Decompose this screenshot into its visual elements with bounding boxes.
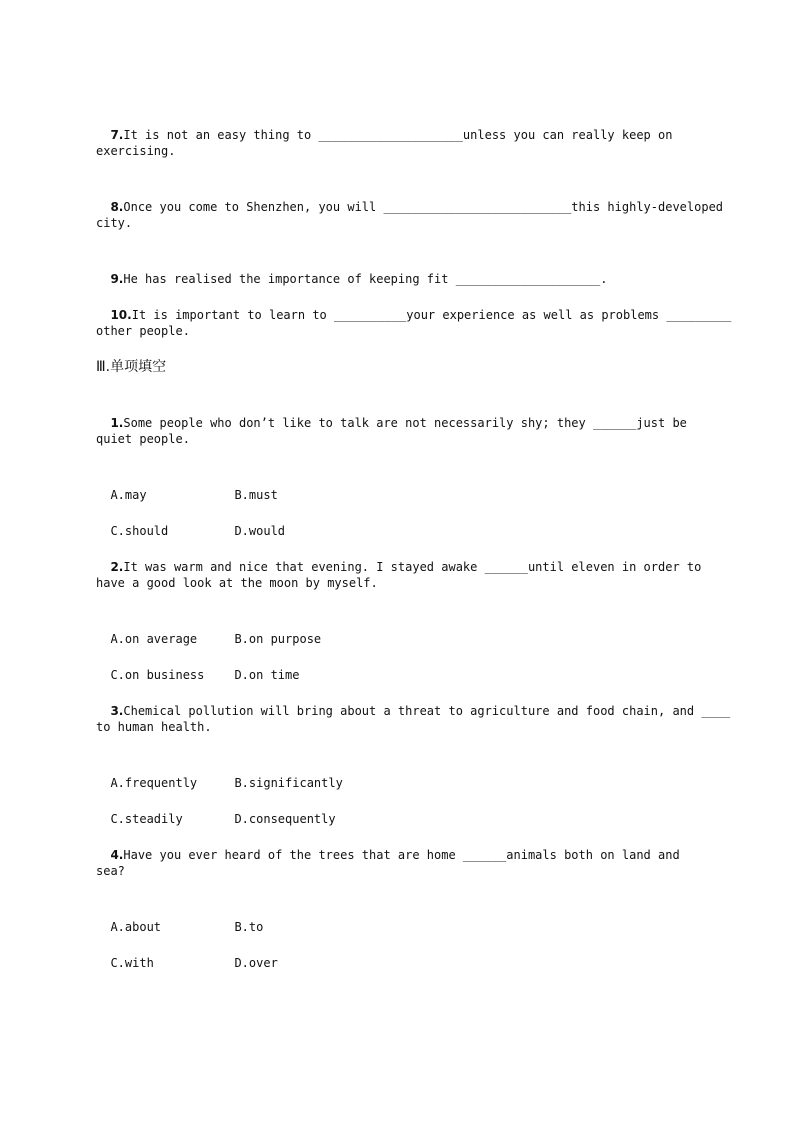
mc-q2-line1 bbox=[96, 537, 702, 574]
option-d: D.over bbox=[234, 956, 278, 970]
option-a: A.on average bbox=[110, 632, 198, 646]
question-number: 10. bbox=[110, 308, 132, 322]
mc-q3-line1 bbox=[96, 681, 731, 718]
mc-q3-options-row1 bbox=[96, 753, 343, 790]
option-b: B.must bbox=[234, 488, 278, 502]
question-text: It was warm and nice that evening. I stayed awake ______until eleven in order to bbox=[123, 560, 702, 574]
mc-q4-line2: sea? bbox=[96, 864, 125, 878]
q10-line2: other people. bbox=[96, 324, 190, 338]
mc-q2-options-row2 bbox=[96, 645, 300, 682]
option-d: D.would bbox=[234, 524, 286, 538]
option-d: D.on time bbox=[234, 668, 300, 682]
question-number: 7. bbox=[110, 128, 124, 142]
question-number: 9. bbox=[110, 272, 124, 286]
mc-q2-line2: have a good look at the moon by myself. bbox=[96, 576, 378, 590]
option-c: C.steadily bbox=[110, 812, 183, 826]
q8-line2: city. bbox=[96, 216, 133, 230]
mc-q4-options-row1 bbox=[96, 897, 264, 934]
q8-line1 bbox=[96, 177, 724, 214]
question-text: Once you come to Shenzhen, you will __________________________this highly-developed bbox=[123, 200, 724, 214]
q9-line1 bbox=[96, 249, 608, 286]
option-b: B.on purpose bbox=[234, 632, 322, 646]
option-a: A.about bbox=[110, 920, 162, 934]
q7-line1 bbox=[96, 105, 673, 142]
option-c: C.should bbox=[110, 524, 169, 538]
question-number: 8. bbox=[110, 200, 124, 214]
question-text: It is important to learn to __________your experience as well as problems _________ bbox=[131, 308, 732, 322]
mc-q1-options-row1 bbox=[96, 465, 278, 502]
question-text: Chemical pollution will bring about a threat to agriculture and food chain, and ____ bbox=[123, 704, 731, 718]
question-number: 4. bbox=[110, 848, 124, 862]
question-text: Have you ever heard of the trees that are home ______animals both on land and bbox=[123, 848, 680, 862]
q7-line2: exercising. bbox=[96, 144, 176, 158]
option-b: B.significantly bbox=[234, 776, 343, 790]
question-text: He has realised the importance of keeping fit ____________________. bbox=[123, 272, 608, 286]
mc-q4-line1 bbox=[96, 825, 680, 862]
mc-q2-options-row1 bbox=[96, 609, 322, 646]
question-number: 3. bbox=[110, 704, 124, 718]
section-heading: Ⅲ.单项填空 bbox=[96, 359, 167, 375]
q10-line1 bbox=[96, 285, 732, 322]
option-a: A.may bbox=[110, 488, 147, 502]
option-b: B.to bbox=[234, 920, 264, 934]
option-c: C.on business bbox=[110, 668, 205, 682]
question-number: 1. bbox=[110, 416, 124, 430]
option-c: C.with bbox=[110, 956, 154, 970]
option-a: A.frequently bbox=[110, 776, 198, 790]
mc-q3-line2: to human health. bbox=[96, 720, 212, 734]
mc-q1-line1 bbox=[96, 393, 687, 430]
mc-q1-options-row2 bbox=[96, 501, 286, 538]
question-number: 2. bbox=[110, 560, 124, 574]
question-text: Some people who don’t like to talk are not necessarily shy; they ______just be bbox=[123, 416, 687, 430]
mc-q3-options-row2 bbox=[96, 789, 336, 826]
mc-q1-line2: quiet people. bbox=[96, 432, 190, 446]
option-d: D.consequently bbox=[234, 812, 336, 826]
mc-q4-options-row2 bbox=[96, 933, 278, 970]
question-text: It is not an easy thing to ____________________unless you can really keep on bbox=[123, 128, 673, 142]
